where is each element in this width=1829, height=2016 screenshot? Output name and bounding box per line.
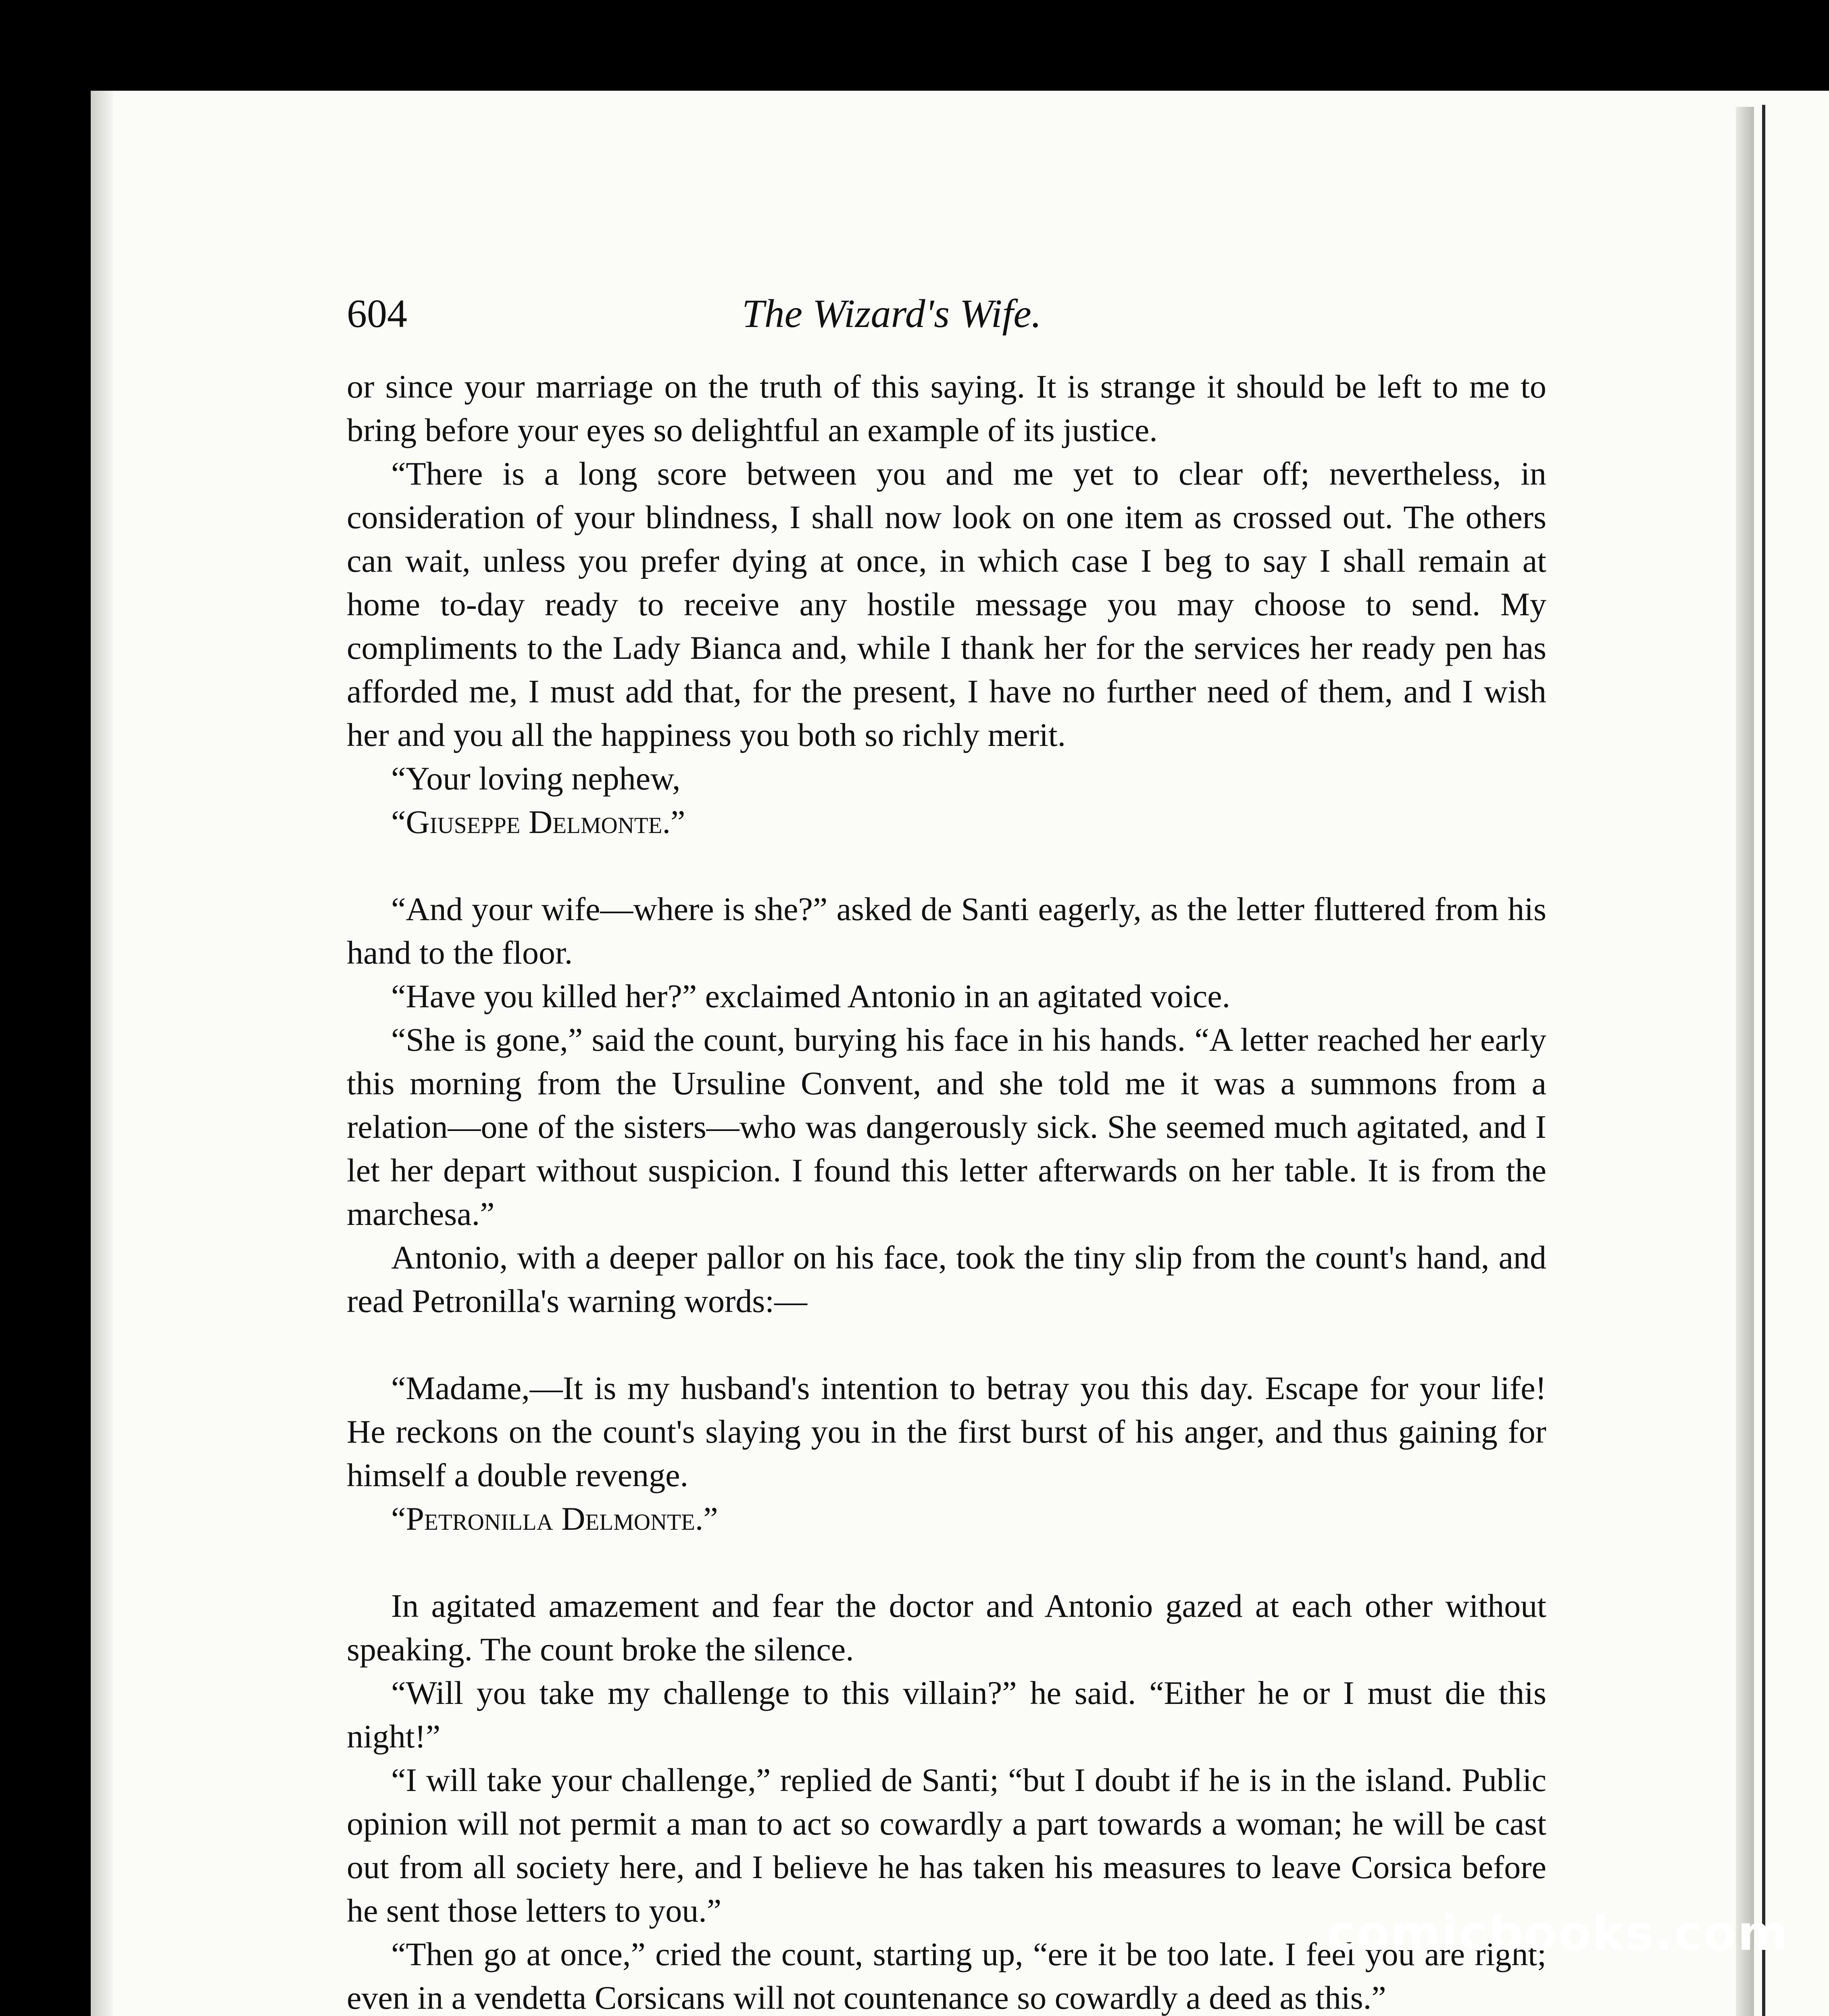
- binding-line: [1762, 105, 1765, 2016]
- paragraph: or since your marriage on the truth of this saying. It is strange it should be left to me to bring before your eyes so delightful an example of its justice.: [347, 368, 1546, 448]
- running-title: The Wizard's Wife.: [742, 291, 1042, 336]
- paragraph: “I will take your challenge,” replied de Santi; “but I doubt if he is in the island. Public opinion will not permit a man to act so cowardly a part towards a woman; he will be cast out from all society here, and I believe he has taken his measures to leave Corsica before he sent those letters to you.”: [347, 1762, 1546, 1929]
- paragraph: Antonio, with a deeper pallor on his face, took the tiny slip from the count's hand, and read Petronilla's warning words:—: [347, 1239, 1546, 1319]
- spacer: [347, 844, 1546, 887]
- page-body: [347, 365, 1546, 2016]
- paragraph: “Then go at once,” cried the count, starting up, “ere it be too late. I feel you are right; even in a vendetta Corsicans will not countenance so cowardly a deed as this.”: [347, 1936, 1546, 2016]
- page-gutter: [1736, 107, 1754, 2016]
- paragraph: “Will you take my challenge to this villain?” he said. “Either he or I must die this night!”: [347, 1674, 1546, 1755]
- paragraph: In agitated amazement and fear the doctor and Antonio gazed at each other without speaking. The count broke the silence.: [347, 1587, 1546, 1668]
- running-header: [347, 290, 1153, 339]
- signature-name: “Giuseppe Delmonte.”: [391, 804, 685, 840]
- letter-signature: “Petronilla Delmonte.”: [391, 1500, 718, 1537]
- page-number: 604: [347, 291, 407, 336]
- paragraph: “And your wife—where is she?” asked de Santi eagerly, as the letter fluttered from his hand to the floor.: [347, 891, 1546, 971]
- watermark-text: comicbooks.com: [1327, 1906, 1789, 1962]
- signature-closing: “Your loving nephew,: [391, 760, 681, 797]
- letter-paragraph: “Madame,—It is my husband's intention to betray you this day. Escape for your life! He reckons on the count's slaying you in the first burst of his anger, and thus gaining for himself a double revenge.: [347, 1370, 1546, 1493]
- paragraph: “Have you killed her?” exclaimed Antonio in an agitated voice.: [391, 978, 1231, 1014]
- paragraph: “There is a long score between you and me yet to clear off; nevertheless, in consideration of your blindness, I shall now look on one item as crossed out. The others can wait, unless you prefer dying at once, in which case I beg to say I shall remain at home to-day ready to receive any hostile message you may choose to send. My compliments to the Lady Bianca and, while I thank her for the services her ready pen has afforded me, I must add that, for the present, I have no further need of them, and I wish her and you all the happiness you both so richly merit.: [347, 455, 1546, 753]
- spacer: [347, 1323, 1546, 1366]
- paragraph: “She is gone,” said the count, burying his face in his hands. “A letter reached her early this morning from the Ursuline Convent, and she told me it was a summons from a relation—one of the sisters—who was dangerously sick. She seemed much agitated, and I let her depart without suspicion. I found this letter afterwards on her table. It is from the marchesa.”: [347, 1021, 1546, 1232]
- spacer: [347, 1541, 1546, 1584]
